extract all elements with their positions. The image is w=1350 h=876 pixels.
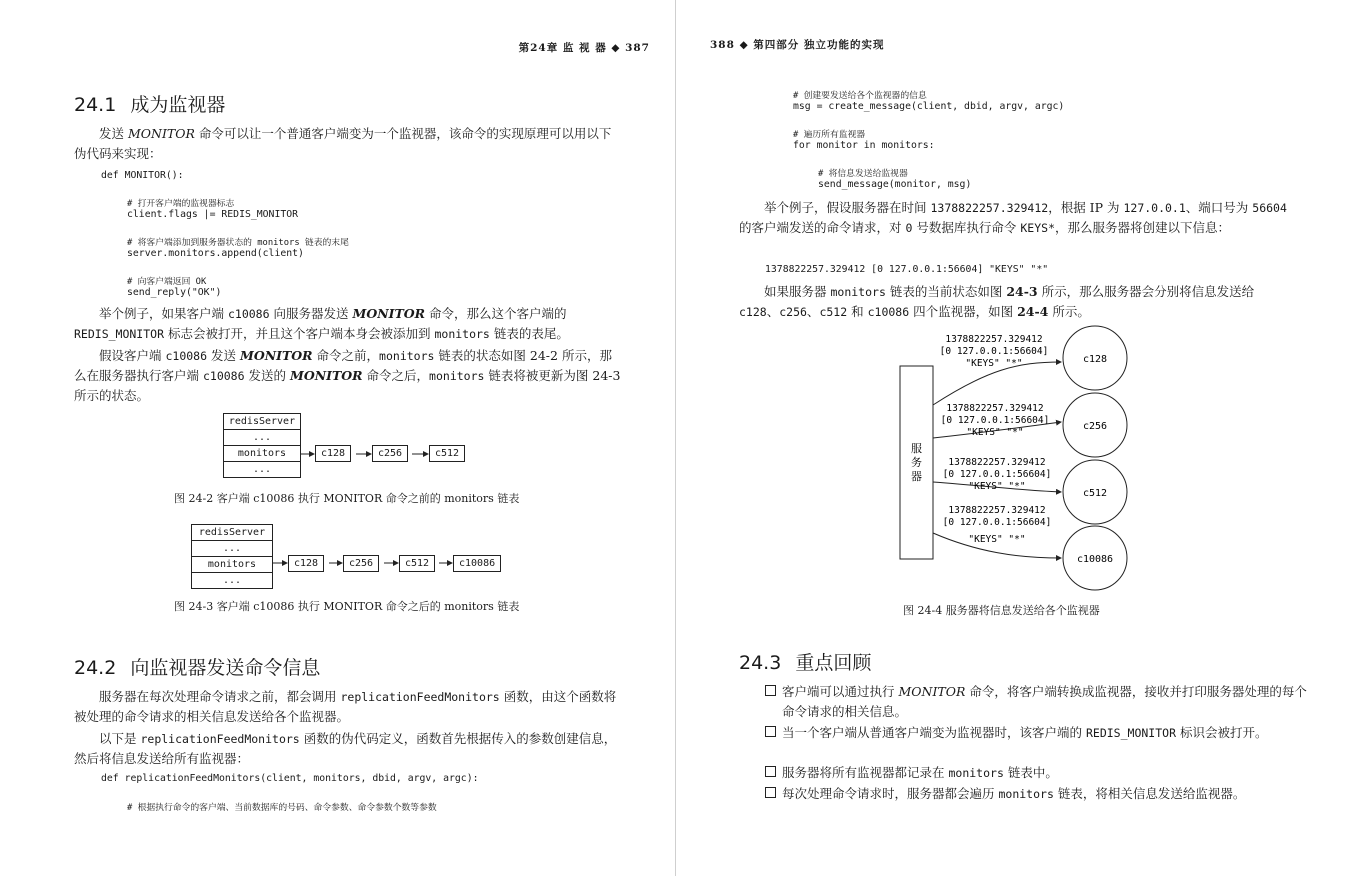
- list-item: [765, 784, 1307, 804]
- section-heading-24-2: [74, 653, 320, 680]
- text: 举个例子，如果客户端: [99, 306, 228, 321]
- code-comment: # 遍历所有监视器: [793, 130, 866, 140]
- page-header: 388 ◆ 第四部分 独立功能的实现: [710, 39, 885, 51]
- inline-code: monitors: [379, 349, 435, 363]
- code-line: send_reply("OK"): [127, 287, 222, 298]
- text: 、: [766, 304, 780, 319]
- code-line: msg = create_message(client, dbid, argv, argc): [793, 101, 1065, 112]
- code-line: def MONITOR():: [101, 170, 184, 181]
- inline-code: 127.0.0.1: [1123, 201, 1186, 215]
- code-comment: # 根据执行命令的客户端、当前数据库的号码、命令参数、命令参数个数等参数: [127, 803, 437, 813]
- text: ，那么服务器将创建以下信息：: [1055, 220, 1231, 235]
- text: 所示，那么服务器会分别将信息发送给: [1037, 284, 1255, 299]
- inline-code: c10086: [165, 349, 208, 363]
- inline-code: c10086: [867, 305, 910, 319]
- message-label: 1378822257.329412: [948, 505, 1046, 516]
- text: 函数的伪代码定义，函数首先根据传入的参数创建信息，然后将信息发送给所有监视器：: [74, 731, 617, 766]
- text: 当一个客户端从普通客户端变为监视器时，该客户端的: [782, 725, 1086, 740]
- checkbox-bullet-icon: [765, 685, 776, 696]
- inline-code: KEYS*: [1020, 221, 1055, 235]
- text: 、: [806, 304, 820, 319]
- text: 函数，由这个函数将被处理的命令请求的相关信息发送给各个监视器。: [74, 689, 617, 724]
- inline-code: c10086: [202, 369, 245, 383]
- list-node: c128: [288, 555, 324, 572]
- code-line: def replicationFeedMonitors(client, monitors, dbid, argv, argc):: [101, 773, 479, 784]
- text: 链表的当前状态如图: [885, 284, 1007, 299]
- inline-code: 56604: [1252, 201, 1287, 215]
- server-label: 务: [911, 456, 922, 469]
- server-label: 器: [911, 470, 922, 483]
- command-name: MONITOR: [239, 348, 313, 363]
- text: 举个例子，假设服务器在时间: [764, 200, 931, 215]
- text: 四个监视器，如图: [909, 304, 1018, 319]
- text: 标识会被打开。: [1176, 725, 1268, 740]
- figure-24-4: [677, 320, 1350, 600]
- figure-caption: 图 24-3 客户端 c10086 执行 MONITOR 命令之后的 monitors 链表: [174, 600, 520, 613]
- text: 和: [847, 304, 868, 319]
- message-label: [0 127.0.0.1:56604]: [942, 469, 1052, 480]
- message-label: 1378822257.329412: [945, 334, 1043, 345]
- text: 服务器在每次处理命令请求之前，都会调用: [99, 689, 341, 704]
- text: 以下是: [99, 731, 141, 746]
- client-label: c512: [1082, 488, 1108, 499]
- section-title: 成为监视器: [130, 94, 226, 116]
- code-comment: # 打开客户端的监视器标志: [127, 199, 235, 209]
- code-comment: # 创建要发送给各个监视器的信息: [793, 91, 927, 101]
- code-line: for monitor in monitors:: [793, 140, 935, 151]
- code-comment: # 向客户端返回 OK: [127, 277, 207, 287]
- text: 、端口号为: [1185, 200, 1253, 215]
- list-node: c256: [372, 445, 408, 462]
- inline-code: replicationFeedMonitors: [340, 690, 500, 704]
- list-item: [765, 763, 1307, 783]
- list-node: c10086: [453, 555, 501, 572]
- redis-server-table: [191, 524, 273, 589]
- message-label: 1378822257.329412: [948, 457, 1046, 468]
- paragraph: [74, 729, 622, 769]
- text: 命令之前，: [312, 348, 380, 363]
- inline-code: monitors: [429, 369, 485, 383]
- inline-code: c256: [779, 305, 807, 319]
- text: 标志会被打开，并且这个客户端本身会被添加到: [164, 326, 435, 341]
- command-name: MONITOR: [352, 306, 426, 321]
- checkbox-bullet-icon: [765, 726, 776, 737]
- text: 服务器将所有监视器都记录在: [782, 765, 949, 780]
- text: 链表将被更新为图 24-3 所示的状态。: [74, 368, 621, 403]
- text: 号数据库执行命令: [912, 220, 1021, 235]
- table-cell: ...: [192, 541, 273, 557]
- list-node: c256: [343, 555, 379, 572]
- inline-code: monitors: [830, 285, 886, 299]
- section-number: 24.3: [739, 652, 782, 674]
- command-name: MONITOR: [289, 368, 363, 383]
- text: ，根据 IP 为: [1048, 200, 1124, 215]
- text: 命令，那么这个客户端的: [425, 306, 567, 321]
- paragraph: [74, 687, 622, 727]
- message-label: "KEYS" "*": [966, 427, 1024, 438]
- code-line: client.flags |= REDIS_MONITOR: [127, 209, 299, 220]
- message-label: "KEYS" "*": [965, 358, 1023, 369]
- inline-code: REDIS_MONITOR: [1085, 726, 1176, 740]
- inline-code: monitors: [948, 766, 1004, 780]
- message-label: "KEYS" "*": [968, 481, 1026, 492]
- client-label: c256: [1082, 421, 1108, 432]
- client-label: c10086: [1076, 554, 1114, 565]
- text: 客户端可以通过执行: [782, 684, 899, 699]
- table-cell: redisServer: [224, 414, 301, 430]
- checkbox-bullet-icon: [765, 787, 776, 798]
- message-label: 1378822257.329412: [946, 403, 1044, 414]
- text: 所示。: [1048, 304, 1090, 319]
- text: 向服务器发送: [269, 306, 353, 321]
- section-title: 重点回顾: [795, 652, 872, 674]
- text: 发送: [99, 126, 128, 141]
- inline-code: c10086: [227, 307, 270, 321]
- figure-ref: 24-4: [1017, 304, 1049, 319]
- list-node: c512: [429, 445, 465, 462]
- inline-code: REDIS_MONITOR: [74, 327, 165, 341]
- list-node: c128: [315, 445, 351, 462]
- list-item: [765, 723, 1307, 743]
- text: 如果服务器: [764, 284, 831, 299]
- message-label: [0 127.0.0.1:56604]: [942, 517, 1052, 528]
- text: 链表的状态如图 24-2 所示，那么在服务器执行客户端: [74, 348, 612, 383]
- server-label: 服: [911, 442, 922, 455]
- figure-ref: 24-3: [1006, 284, 1038, 299]
- table-cell: monitors: [224, 446, 301, 462]
- inline-code: monitors: [998, 787, 1054, 801]
- code-comment: # 将信息发送给监视器: [818, 169, 908, 179]
- text: 的客户端发送的命令请求，对: [739, 220, 906, 235]
- section-heading-24-3: [739, 648, 871, 675]
- paragraph: [739, 198, 1287, 238]
- table-cell: ...: [192, 573, 273, 589]
- code-line: server.monitors.append(client): [127, 248, 304, 259]
- inline-code: replicationFeedMonitors: [140, 732, 300, 746]
- inline-code: 1378822257.329412: [930, 201, 1049, 215]
- section-title: 向监视器发送命令信息: [130, 657, 321, 679]
- text: 命令之后，: [362, 368, 430, 383]
- figure-caption: 图 24-4 服务器将信息发送给各个监视器: [903, 604, 1100, 617]
- message-label: [0 127.0.0.1:56604]: [940, 415, 1050, 426]
- paragraph: [739, 282, 1287, 322]
- figure-caption: 图 24-2 客户端 c10086 执行 MONITOR 命令之前的 monitors 链表: [174, 492, 520, 505]
- command-name: MONITOR: [127, 126, 195, 141]
- section-number: 24.1: [74, 94, 117, 116]
- code-comment: # 将客户端添加到服务器状态的 monitors 链表的末尾: [127, 238, 349, 248]
- message-label: [0 127.0.0.1:56604]: [939, 346, 1049, 357]
- text: 假设客户端: [99, 348, 166, 363]
- command-name: MONITOR: [898, 684, 966, 699]
- inline-code: c128: [739, 305, 767, 319]
- text: 发送: [207, 348, 240, 363]
- right-page: [677, 0, 1350, 876]
- section-number: 24.2: [74, 657, 117, 679]
- message-label: "KEYS" "*": [968, 534, 1026, 545]
- message-line: 1378822257.329412 [0 127.0.0.1:56604] "KEYS" "*": [765, 264, 1049, 275]
- table-cell: ...: [224, 462, 301, 478]
- inline-code: 0: [905, 221, 913, 235]
- table-cell: redisServer: [192, 525, 273, 541]
- checkbox-bullet-icon: [765, 766, 776, 777]
- inline-code: c512: [819, 305, 848, 319]
- page-header: 第24章 监 视 器 ◆ 387: [518, 42, 650, 54]
- inline-code: monitors: [434, 327, 490, 341]
- text: 链表中。: [1003, 765, 1058, 780]
- table-cell: ...: [224, 430, 301, 446]
- page-divider: [675, 0, 676, 876]
- table-cell: monitors: [192, 557, 273, 573]
- text: 发送的: [244, 368, 290, 383]
- text: 命令，将客户端转换成监视器，接收并打印服务器处理的每个命令请求的相关信息。: [782, 684, 1307, 719]
- text: 每次处理命令请求时，服务器都会遍历: [782, 786, 999, 801]
- code-line: send_message(monitor, msg): [818, 179, 972, 190]
- client-label: c128: [1082, 354, 1108, 365]
- text: 链表，将相关信息发送给监视器。: [1053, 786, 1246, 801]
- list-item: [765, 682, 1307, 722]
- text: 命令可以让一个普通客户端变为一个监视器，该命令的实现原理可以用以下伪代码来实现：: [74, 126, 612, 161]
- text: 链表的表尾。: [489, 326, 569, 341]
- list-node: c512: [399, 555, 435, 572]
